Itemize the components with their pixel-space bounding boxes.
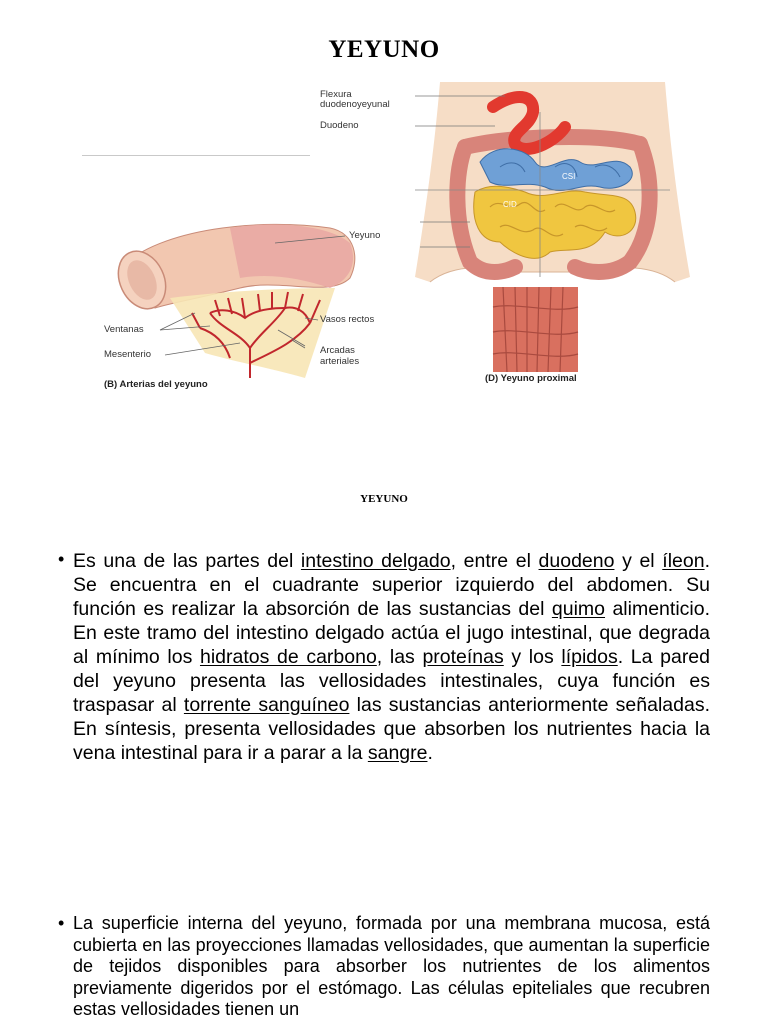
label-flexura: Flexura [320, 89, 352, 100]
link-hidratos-de-carbono[interactable]: hidratos de carbono [199, 646, 377, 668]
paragraph-text: La superficie interna del yeyuno, formada por una membrana mucosa, está cubierta en las proyecciones llamadas vellosidades, que aumentan la superficie de tejidos disponibles para absorber los nutrientes de los alimentos previamente digeridos por el estómago. Las células epiteliales que recubren estas vellosidades tienen un [73, 913, 710, 1019]
label-arcadas: Arcadas [320, 345, 355, 356]
link-duodeno[interactable]: duodeno [538, 550, 615, 572]
link-intestino-delgado[interactable]: intestino delgado [300, 550, 451, 572]
label-vasos-rectos: Vasos rectos [320, 314, 375, 325]
bullet-paragraph-1 [58, 549, 710, 765]
label-arteriales: arteriales [320, 356, 360, 367]
label-duodeno: Duodeno [320, 120, 359, 131]
page-title: YEYUNO [328, 36, 440, 63]
label-duodenoyeyunal: duodenoyeyunal [320, 99, 390, 110]
link-proteinas[interactable]: proteínas [422, 646, 504, 668]
link-torrente-sanguineo[interactable]: torrente sanguíneo [183, 694, 350, 716]
figure-arterias-yeyuno [100, 218, 400, 398]
section-subtitle: YEYUNO [360, 493, 408, 505]
bullet-marker: • [58, 913, 65, 933]
abdomen-illustration [415, 82, 690, 372]
caption-arterias: (B) Arterias del yeyuno [104, 379, 208, 390]
label-cid: CID [503, 200, 517, 209]
link-ileon[interactable]: íleon [662, 550, 705, 572]
figure-yeyuno-proximal [415, 82, 690, 372]
divider-line [82, 155, 310, 156]
link-quimo[interactable]: quimo [551, 598, 606, 620]
bullet-marker: • [58, 549, 65, 569]
label-ventanas: Ventanas [104, 324, 144, 335]
jejunum-arteries-illustration [100, 218, 400, 398]
label-csi: CSI [562, 172, 576, 181]
link-lipidos[interactable]: lípidos [561, 646, 618, 668]
bullet-paragraph-2 [58, 913, 710, 1021]
paragraph-text: Es una de las partes del intestino delgado, entre el duodeno y el íleon. Se encuentra en el cuadrante superior izquierdo del abdomen. Su función es realizar la absorción de las sustancias del quimo alimenticio. En este tramo del intestino delgado actúa el jugo intestinal, que degrada al mínimo los hidratos de carbono, las proteínas y los lípidos. La pared del yeyuno presenta las vellosidades intestinales, cuya función es traspasar al torrente sanguíneo las sustancias anteriormente señaladas. En síntesis, presenta vellosidades que absorben los nutrientes hacia la vena intestinal para ir a parar a la sangre. [73, 550, 710, 764]
label-mesenterio: Mesenterio [104, 349, 151, 360]
caption-yeyuno-proximal: (D) Yeyuno proximal [485, 373, 577, 384]
link-sangre[interactable]: sangre [367, 742, 428, 764]
label-yeyuno: Yeyuno [349, 230, 381, 241]
